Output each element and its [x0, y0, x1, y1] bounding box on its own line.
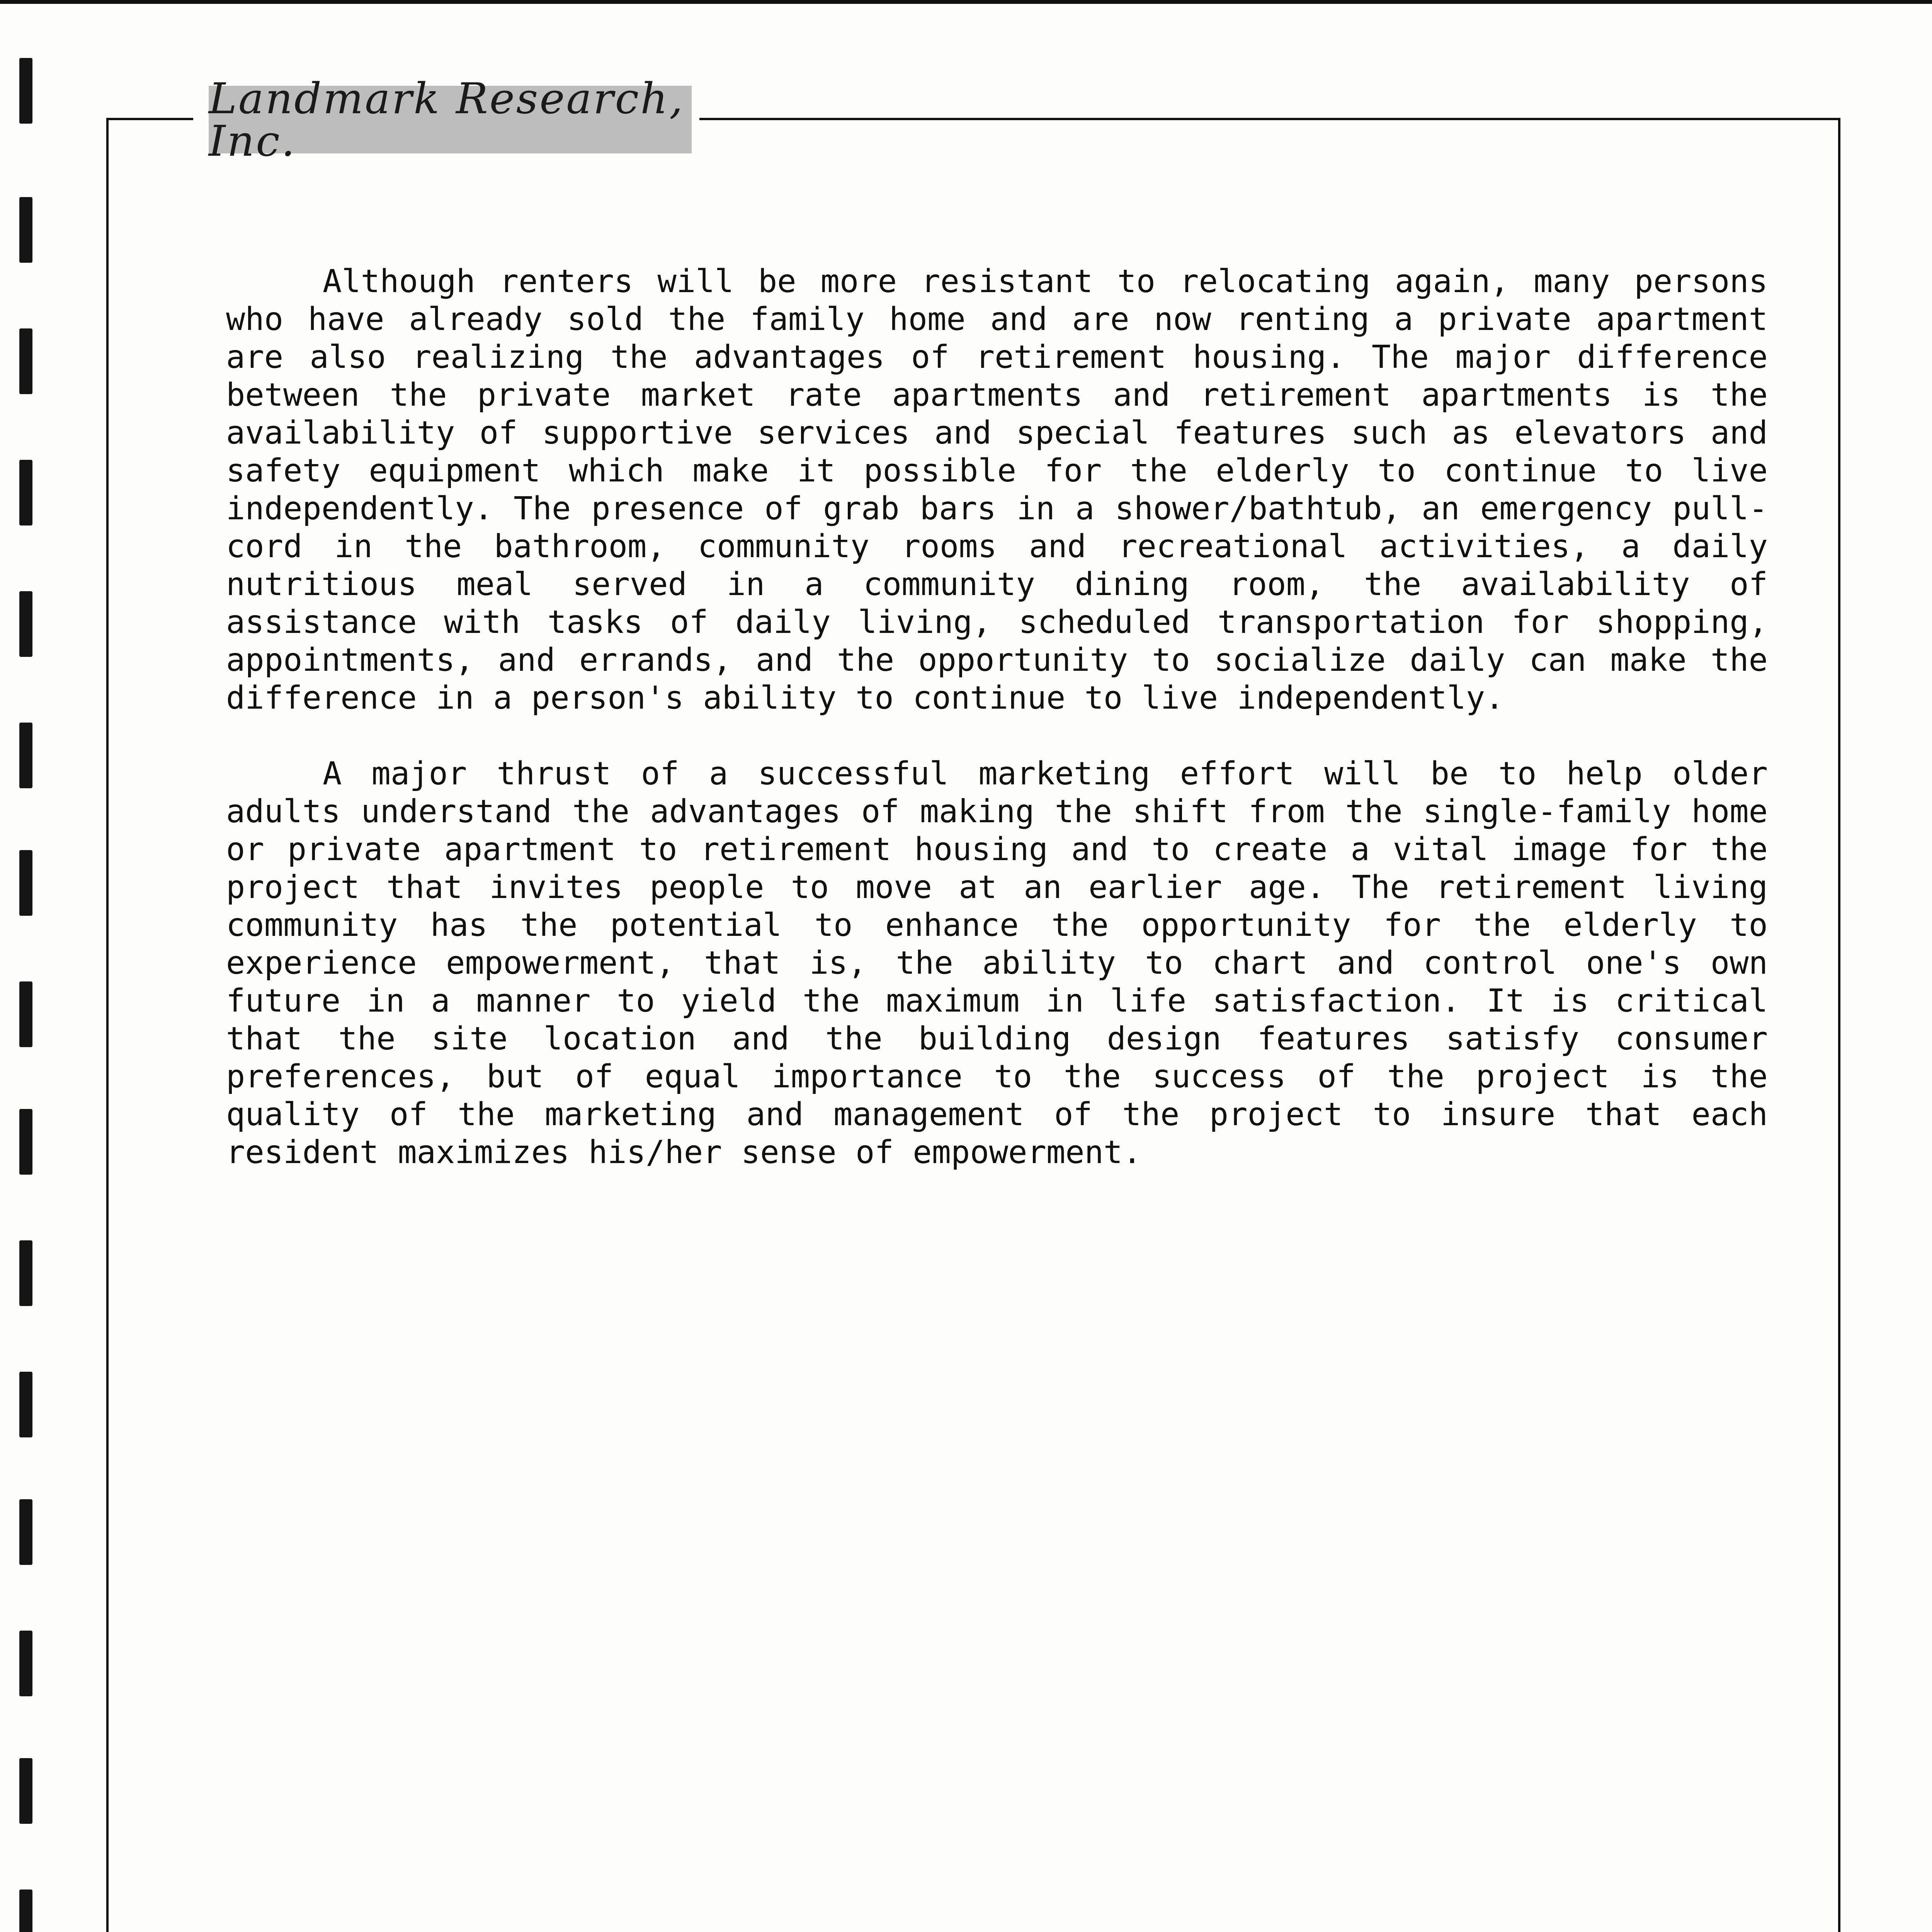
binding-hole: [19, 1758, 32, 1824]
binding-hole: [19, 460, 32, 526]
binding-hole: [19, 1499, 32, 1565]
binding-hole: [19, 1109, 32, 1175]
binding-hole: [19, 197, 32, 263]
binding-hole: [19, 58, 32, 124]
binding-holes: [19, 0, 35, 1932]
body-text: [226, 263, 1768, 1209]
binding-hole: [19, 723, 32, 788]
binding-hole: [19, 981, 32, 1047]
logo-text: Landmark Research, Inc.: [209, 73, 685, 166]
binding-hole: [19, 1631, 32, 1696]
binding-hole: [19, 850, 32, 916]
paragraph-1: Although renters will be more resistant to relocating again, many persons who have already sold the family home and are now renting a private apartment are also realizing the advantages of retirement housing. The major difference between the private market rate apartments and retirement apartments is the availability of supportive services and special features such as elevators and safety equipment which make it possible for the elderly to continue to live independently. The presence of grab bars in a shower/bathtub, an emergency pull-cord in the bathroom, community rooms and recreational activities, a daily nutritious meal served in a community dining room, the availability of assistance with tasks of daily living, scheduled transportation for shopping, appointments, and errands, and the opportunity to socialize daily can make the difference in a person's ability to continue to live independently.: [226, 263, 1768, 716]
binding-hole: [19, 328, 32, 394]
top-edge-line: [0, 0, 1932, 4]
binding-hole: [19, 1889, 32, 1932]
paragraph-2: A major thrust of a successful marketing effort will be to help older adults understand the advantages of making the shift from the single-family home or private apartment to retirement housing and to create a vital image for the project that invites people to move at an earlier age. The retirement living community has the potential to enhance the opportunity for the elderly to experience empowerment, that is, the ability to chart and control one's own future in a manner to yield the maximum in life satisfaction. It is critical that the site location and the building design features satisfy consumer preferences, but of equal importance to the success of the project is the quality of the marketing and management of the project to insure that each resident maximizes his/her sense of empowerment.: [226, 755, 1768, 1171]
binding-hole: [19, 1372, 32, 1437]
binding-hole: [19, 591, 32, 657]
company-logo: [209, 73, 692, 166]
binding-hole: [19, 1240, 32, 1306]
